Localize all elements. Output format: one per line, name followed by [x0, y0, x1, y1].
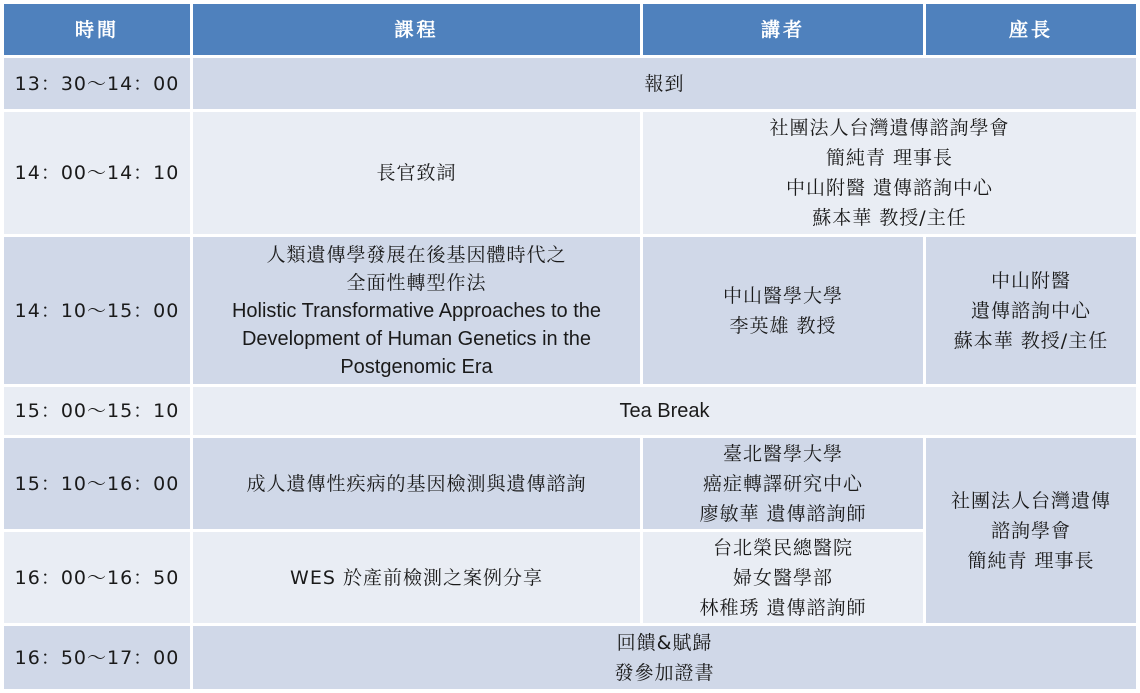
merged-cell-checkin: 報到 — [193, 58, 1136, 109]
chair-line: 中山附醫 — [990, 269, 1071, 292]
chair-line: 蘇本華 教授/主任 — [953, 329, 1109, 352]
course-line: Development of Human Genetics in the — [241, 327, 592, 350]
speaker-cell — [643, 112, 1136, 234]
chair-line: 簡純青 理事長 — [967, 549, 1095, 572]
speaker-cell — [643, 438, 923, 529]
speaker-line: 社團法人台灣遺傳諮詢學會 — [769, 117, 1010, 139]
header-chair: 座長 — [926, 4, 1136, 55]
merged-cell-tea-break: Tea Break — [193, 387, 1136, 435]
speaker-line: 簡純青 理事長 — [825, 147, 954, 169]
closing-line: 發參加證書 — [614, 661, 715, 684]
time-cell: 15：10～16：00 — [4, 438, 190, 529]
speaker-line: 臺北醫學大學 — [722, 442, 843, 465]
course-cell: 長官致詞 — [193, 112, 640, 234]
chair-line: 遺傳諮詢中心 — [970, 299, 1091, 322]
course-cell: WES 於產前檢測之案例分享 — [193, 532, 640, 623]
closing-line: 回饋&賦歸 — [616, 631, 713, 654]
speaker-line: 癌症轉譯研究中心 — [702, 472, 863, 495]
time-cell: 16：00～16：50 — [4, 532, 190, 623]
course-cell: 成人遺傳性疾病的基因檢測與遺傳諮詢 — [193, 438, 640, 529]
course-line: Postgenomic Era — [340, 355, 493, 378]
speaker-cell — [643, 532, 923, 623]
speaker-line: 林稚琇 遺傳諮詢師 — [699, 596, 867, 619]
course-line: 人類遺傳學發展在後基因體時代之 — [266, 243, 567, 266]
header-course: 課程 — [193, 4, 640, 55]
speaker-line: 中山醫學大學 — [722, 284, 843, 307]
time-cell: 16：50～17：00 — [4, 626, 190, 689]
speaker-line: 廖敏華 遺傳諮詢師 — [699, 502, 867, 525]
time-cell: 14：10～15：00 — [4, 237, 190, 384]
speaker-line: 中山附醫 遺傳諮詢中心 — [785, 177, 994, 199]
merged-cell-closing — [193, 626, 1136, 689]
time-cell: 15：00～15：10 — [4, 387, 190, 435]
header-time: 時間 — [4, 4, 190, 55]
time-cell: 13：30～14：00 — [4, 58, 190, 109]
chair-line: 社團法人台灣遺傳 — [950, 489, 1111, 512]
speaker-line: 蘇本華 教授/主任 — [812, 207, 967, 229]
chair-cell-shared — [926, 438, 1136, 623]
chair-cell — [926, 237, 1136, 384]
time-cell: 14：00～14：10 — [4, 112, 190, 234]
chair-line: 諮詢學會 — [990, 519, 1071, 542]
speaker-line: 婦女醫學部 — [732, 566, 833, 589]
speaker-cell — [643, 237, 923, 384]
course-line: Holistic Transformative Approaches to the — [231, 299, 602, 322]
header-speaker: 講者 — [643, 4, 923, 55]
course-cell — [193, 237, 640, 384]
course-line: 全面性轉型作法 — [346, 271, 487, 294]
speaker-line: 台北榮民總醫院 — [712, 536, 853, 559]
speaker-line: 李英雄 教授 — [729, 314, 837, 337]
